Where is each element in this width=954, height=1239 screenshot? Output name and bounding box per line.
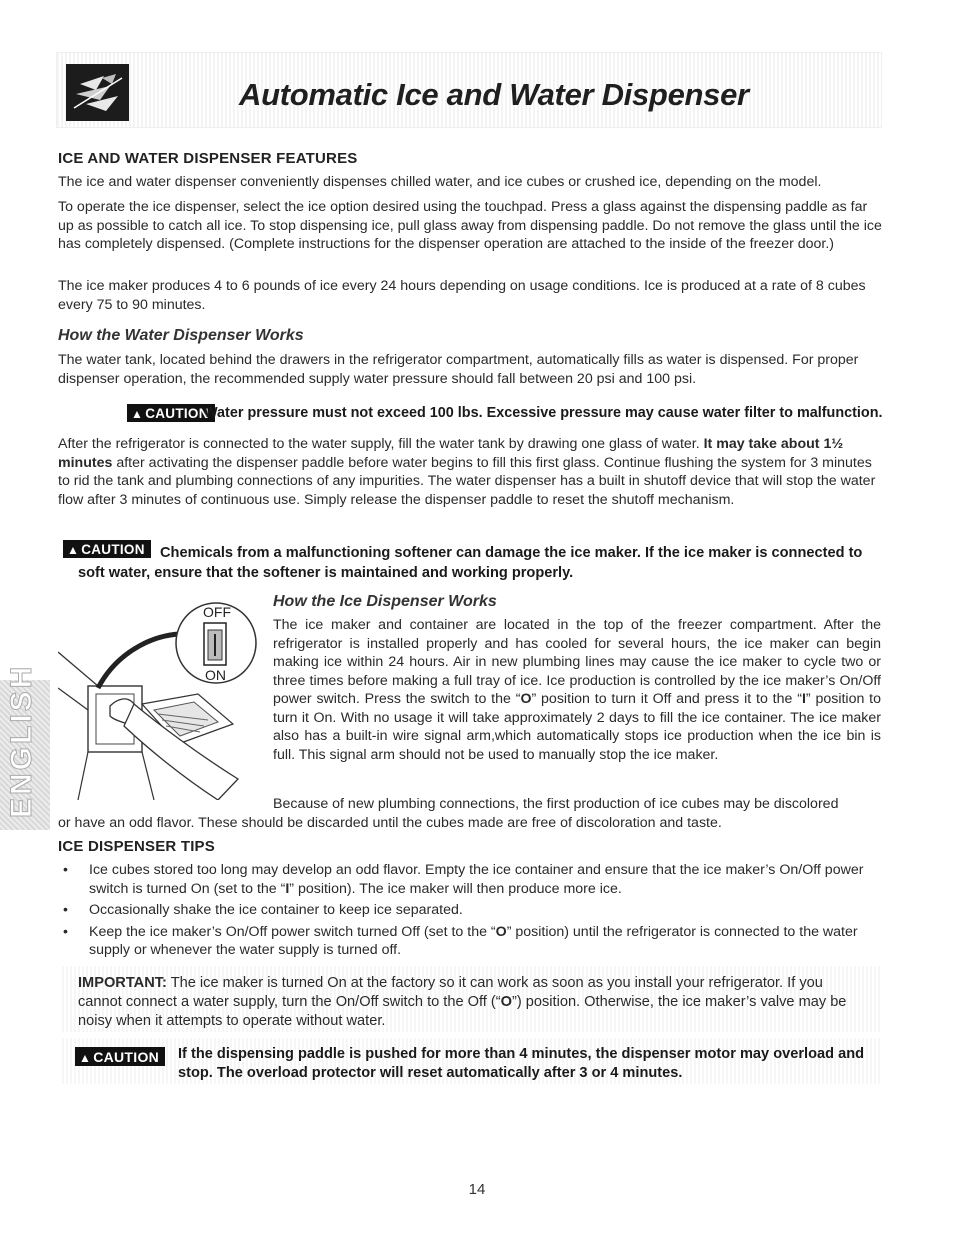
ice-paragraph-1-o: O (520, 691, 532, 707)
caution-text-3: If the dispensing paddle is pushed for more than 4 minutes, the dispenser motor may overload and stop. The overload protector will reset automatically after 3 or 4 minutes. (178, 1046, 865, 1081)
ice-dispenser-heading: How the Ice Dispenser Works (273, 593, 497, 610)
features-paragraph-2: To operate the ice dispenser, select the ice option desired using the touchpad. Press a glass against the dispensing paddle as far up as possible to catch all ice. To stop dispensing ice, pull glass away from dispensing paddle. Do not remove the glass until the ice has completely dispensed. (Complete instructions for the dispenser operation are attached to the inside of the freezer door.) (58, 199, 882, 252)
important-notice-box (62, 966, 882, 1032)
water-paragraph-2 (58, 435, 884, 509)
important-notice-text: IMPORTANT: The ice maker is turned On at the factory so it can work as soon as you install your refrigerator. If you cannot connect a water supply, turn the On/Off switch to the Off (“O”) position. Otherwise, the ice maker’s valve may be noisy when it attempts to operate without water. (78, 975, 847, 1029)
language-tab-label: ENGLISH (5, 663, 38, 818)
tips-heading: ICE DISPENSER TIPS (58, 838, 215, 855)
ice-maker-switch-illustration (58, 594, 264, 800)
water-paragraph-2-start: After the refrigerator is connected to the water supply, fill the water tank by drawing one glass of water. (58, 436, 704, 452)
tips-list-item: • Occasionally shake the ice container to keep ice separated. (63, 902, 463, 918)
caution-badge-1 (127, 404, 215, 422)
warning-triangle-icon: ▲ (79, 1051, 92, 1065)
switch-on-label: ON (205, 667, 226, 683)
features-paragraph-3: The ice maker produces 4 to 6 pounds of ice every 24 hours depending on usage conditions. Ice is produced at a rate of 8 cubes every 75 to 90 minutes. (58, 278, 866, 313)
features-paragraph-1: The ice and water dispenser conveniently dispenses chilled water, and ice cubes or crushed ice, depending on the model. (58, 174, 822, 190)
caution-text-1: Water pressure must not exceed 100 lbs. Excessive pressure may cause water filter to malfunction. (204, 405, 883, 421)
water-paragraph-2-bold: It may take about 1½ minutes (58, 436, 844, 471)
features-heading: ICE AND WATER DISPENSER FEATURES (58, 150, 358, 167)
caution-text-2: Chemicals from a malfunctioning softener can damage the ice maker. If the ice maker is connected to soft water, ensure that the softener is maintained and working properly. (78, 545, 863, 581)
ice-paragraph-2-line-2: or have an odd flavor. These should be discarded until the cubes made are free of discoloration and taste. (58, 815, 722, 831)
ice-paragraph-2-line-1: Because of new plumbing connections, the first production of ice cubes may be discolored (273, 796, 839, 812)
water-paragraph-2-rest: after activating the dispenser paddle before water begins to fill this first glass. Continue flushing the system for 3 minutes to rid the tank and plumbing connections of any impurities. The water dispenser has a built in shutoff device that will stop the water flow after 3 minutes of continuous use. Simply release the dispenser paddle to reset the shutoff mechanism. (58, 454, 876, 508)
important-label: IMPORTANT: (78, 975, 167, 991)
page-title: Automatic Ice and Water Dispenser (239, 77, 749, 112)
caution-badge-3 (75, 1047, 165, 1066)
ice-paragraph-1-a: The ice maker and container are located in the top of the freezer compartment. After the refrigerator is installed properly and has cooled for several hours, the ice maker can begin making ice within 24 hours. Air in new plumbing lines may cause the ice maker to cycle two or three times before making a full tray of ice. Ice production is controlled by the ice maker’s On/Off power switch. Press the switch to the “ (273, 617, 881, 707)
bullet-icon: • (63, 902, 68, 918)
tips-list-item: • Keep the ice maker’s On/Off power switch turned Off (set to the “O” position) until the refrigerator is connected to the water supply or whenever the water supply is turned off. (63, 923, 858, 958)
bullet-icon: • (63, 862, 68, 878)
water-paragraph-1: The water tank, located behind the drawers in the refrigerator compartment, automatically fills as water is dispensed. For proper dispenser operation, the recommended supply water pressure should fall between 20 psi and 100 psi. (58, 352, 859, 387)
page-header (56, 52, 882, 128)
tips-list (58, 861, 884, 963)
ice-paragraph-1-c: ” position to turn it On. With no usage it will take approximately 2 days to fill the ice container. The ice maker also has a built-in wire signal arm,which automatically stops ice production when the ice bin is full. This signal arm should not be used to manually stop the ice maker. (273, 691, 882, 763)
switch-off-label: OFF (203, 604, 231, 620)
language-side-tab (0, 663, 50, 830)
caution-label: CAUTION (81, 542, 145, 557)
bullet-icon: • (63, 923, 68, 940)
ice-cubes-logo-icon (66, 64, 129, 121)
water-dispenser-heading: How the Water Dispenser Works (58, 327, 304, 344)
tips-list-item: • Ice cubes stored too long may develop an odd flavor. Empty the ice container and ensure that the ice maker’s On/Off power switch is turned On (set to the “I” position). The ice maker will then produce more ice. (63, 862, 864, 897)
warning-triangle-icon: ▲ (67, 543, 80, 557)
caution-label: CAUTION (93, 1049, 160, 1065)
caution-label: CAUTION (145, 406, 209, 421)
ice-paragraph-1-i: I (801, 691, 806, 707)
ice-paragraph-1 (273, 616, 881, 764)
warning-triangle-icon: ▲ (131, 407, 144, 421)
ice-paragraph-1-b: ” position to turn it Off and press it to the “ (531, 691, 802, 707)
page-number: 14 (468, 1181, 486, 1198)
